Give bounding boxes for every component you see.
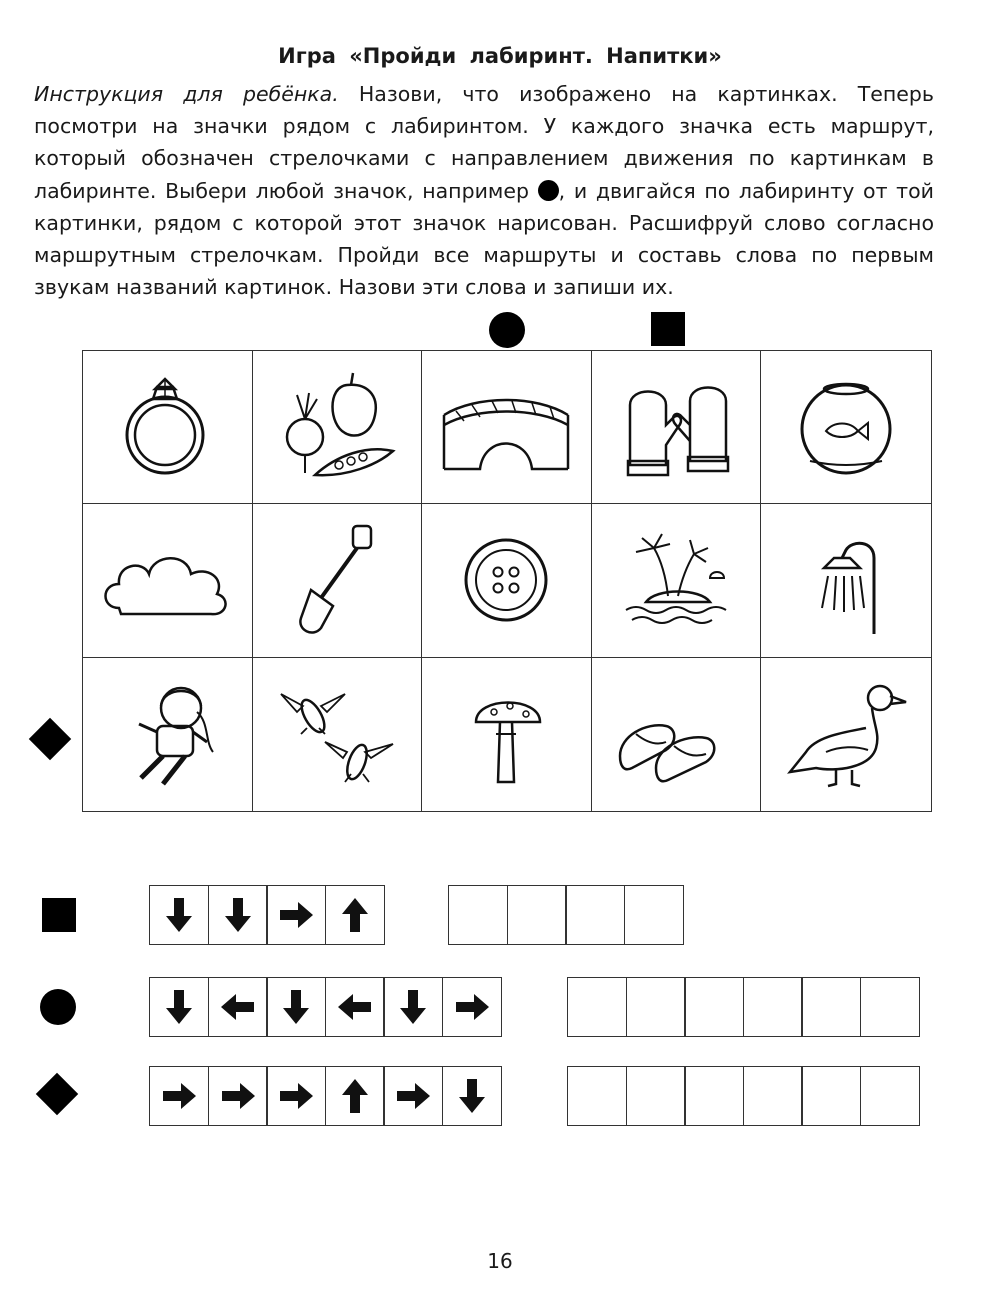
maze-grid <box>82 350 932 812</box>
route-circle-marker-icon <box>40 989 76 1025</box>
maze-cell[interactable] <box>422 658 592 811</box>
shovel-icon <box>267 518 407 643</box>
route-square-marker-icon <box>42 898 76 932</box>
arrow-right-icon <box>452 987 492 1027</box>
maze-cell[interactable] <box>253 504 423 657</box>
answer-box[interactable] <box>801 977 861 1037</box>
route-diamond-arrows <box>149 1066 502 1126</box>
answer-box[interactable] <box>624 885 684 945</box>
arrow-cell <box>325 977 385 1037</box>
arrow-left-icon <box>335 987 375 1027</box>
answer-box[interactable] <box>565 885 625 945</box>
arrow-cell <box>325 885 385 945</box>
maze-cell[interactable] <box>592 504 762 657</box>
island-icon <box>606 518 746 643</box>
route-diamond-marker-icon <box>36 1073 78 1115</box>
maze-cell[interactable] <box>83 351 253 504</box>
arrow-cell <box>266 1066 326 1126</box>
doll-icon <box>97 672 237 797</box>
maze-cell[interactable] <box>592 658 762 811</box>
button-icon <box>436 518 576 643</box>
maze-square-marker-icon <box>651 312 685 346</box>
answer-box[interactable] <box>860 1066 920 1126</box>
inline-circle-icon <box>538 180 559 201</box>
duck-icon <box>776 672 916 797</box>
arrow-cell <box>149 977 209 1037</box>
arrow-cell <box>383 1066 443 1126</box>
answer-box[interactable] <box>801 1066 861 1126</box>
answer-box[interactable] <box>626 977 686 1037</box>
arrow-cell <box>325 1066 385 1126</box>
arrow-cell <box>208 1066 268 1126</box>
maze-cell[interactable] <box>761 351 931 504</box>
answer-box[interactable] <box>860 977 920 1037</box>
arrow-left-icon <box>218 987 258 1027</box>
mushroom-icon <box>436 672 576 797</box>
arrow-down-icon <box>393 987 433 1027</box>
arrow-down-icon <box>159 895 199 935</box>
arrow-cell <box>442 977 502 1037</box>
arrow-right-icon <box>159 1076 199 1116</box>
instruction-part-1: Назови, что изображено на картинках. Теперь посмотри на значки рядом с лабиринтом. У каждого значка есть маршрут, который обозначен стрелочками с направлением движения по картинкам в лабиринте. Выбери любой значок, например <box>34 82 934 203</box>
maze-cell[interactable] <box>592 351 762 504</box>
arrow-up-icon <box>335 895 375 935</box>
maze-cell[interactable] <box>761 658 931 811</box>
arrow-down-icon <box>218 895 258 935</box>
shower-icon <box>776 518 916 643</box>
maze-cell[interactable] <box>253 658 423 811</box>
slippers-icon <box>606 672 746 797</box>
ring-icon <box>97 365 237 490</box>
mittens-icon <box>606 365 746 490</box>
page-title: Игра «Пройди лабиринт. Напитки» <box>278 44 722 68</box>
arrow-right-icon <box>218 1076 258 1116</box>
arrow-right-icon <box>276 1076 316 1116</box>
answer-box[interactable] <box>684 977 744 1037</box>
fishbowl-icon <box>776 365 916 490</box>
answer-box[interactable] <box>684 1066 744 1126</box>
arrow-down-icon <box>159 987 199 1027</box>
arrow-cell <box>266 885 326 945</box>
route-square-arrows <box>149 885 385 945</box>
cloud-icon <box>97 518 237 643</box>
arrow-cell <box>266 977 326 1037</box>
arrow-down-icon <box>276 987 316 1027</box>
maze-cell[interactable] <box>83 504 253 657</box>
page-number: 16 <box>487 1249 513 1273</box>
answer-box[interactable] <box>626 1066 686 1126</box>
maze-cell[interactable] <box>422 504 592 657</box>
maze-cell[interactable] <box>83 658 253 811</box>
arrow-cell <box>149 1066 209 1126</box>
arrow-up-icon <box>335 1076 375 1116</box>
arrow-cell <box>208 885 268 945</box>
answer-box[interactable] <box>743 977 803 1037</box>
answer-box[interactable] <box>567 977 627 1037</box>
route-square-answer <box>448 885 684 945</box>
vegetables-icon <box>267 365 407 490</box>
route-circle-arrows <box>149 977 502 1037</box>
maze-cell[interactable] <box>761 504 931 657</box>
arrow-cell <box>442 1066 502 1126</box>
arrow-cell <box>208 977 268 1037</box>
instruction-part-2: , и двигайся по лабиринту от той картинки, рядом с которой этот значок нарисован. Расшифруй слово согласно маршрутным стрелочкам. Пройди все маршруты и составь слова по первым звукам названий картинок. Назови эти слова и запиши их. <box>34 178 934 300</box>
arrow-cell <box>149 885 209 945</box>
route-circle-answer <box>567 977 920 1037</box>
instruction-label: Инструкция для ребёнка. <box>34 82 339 106</box>
maze-diamond-marker-icon <box>29 718 71 760</box>
arrow-cell <box>383 977 443 1037</box>
arrow-right-icon <box>276 895 316 935</box>
arrow-down-icon <box>452 1076 492 1116</box>
answer-box[interactable] <box>743 1066 803 1126</box>
wasps-icon <box>267 672 407 797</box>
route-diamond-answer <box>567 1066 920 1126</box>
arrow-right-icon <box>393 1076 433 1116</box>
answer-box[interactable] <box>567 1066 627 1126</box>
maze-cell[interactable] <box>253 351 423 504</box>
bridge-icon <box>436 365 576 490</box>
answer-box[interactable] <box>507 885 567 945</box>
instruction-text <box>34 78 934 303</box>
answer-box[interactable] <box>448 885 508 945</box>
maze-circle-marker-icon <box>489 312 525 348</box>
maze-cell[interactable] <box>422 351 592 504</box>
